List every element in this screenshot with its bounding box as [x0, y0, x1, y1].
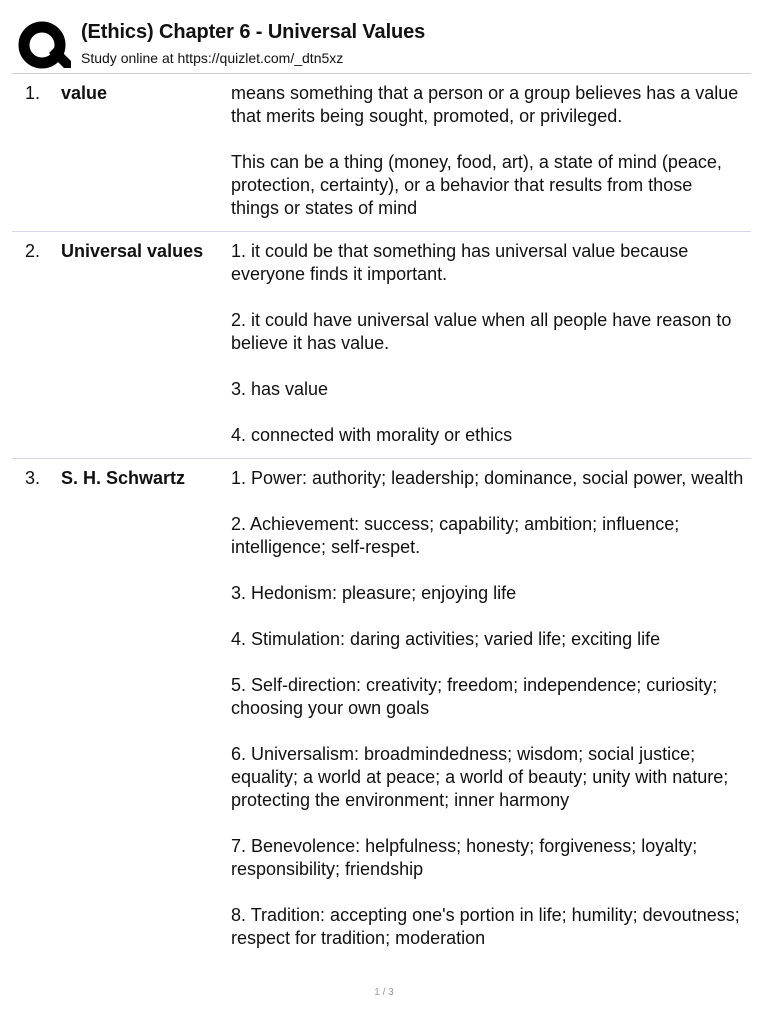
definition-paragraph: 4. Stimulation: daring activities; varied life; exciting life: [231, 629, 661, 649]
term-number: 1.: [25, 83, 41, 103]
term-title: value: [61, 83, 108, 103]
definition-paragraph: 5. Self-direction: creativity; freedom; independence; curiosity; choosing your own goals: [231, 675, 718, 718]
term-definition: [231, 467, 751, 950]
term-number: 2.: [25, 241, 41, 261]
definition-paragraph: means something that a person or a group believes has a value that merits being sought, promoted, or privileged.: [231, 83, 739, 126]
page-header: [18, 18, 758, 68]
term-row: [12, 459, 751, 961]
definition-paragraph: 7. Benevolence: helpfulness; honesty; forgiveness; loyalty; responsibility; friendship: [231, 836, 698, 879]
page-indicator: 1 / 3: [374, 987, 394, 998]
study-online-link[interactable]: Study online at https://quizlet.com/_dtn5xz: [81, 50, 344, 66]
definition-paragraph: 8. Tradition: accepting one's portion in life; humility; devoutness; respect for tradition; moderation: [231, 905, 740, 948]
definition-paragraph: 3. Hedonism: pleasure; enjoying life: [231, 583, 517, 603]
term-definition: [231, 240, 751, 447]
term-title: S. H. Schwartz: [61, 468, 186, 488]
definition-paragraph: This can be a thing (money, food, art), a state of mind (peace, protection, certainty), or a behavior that results from those things or states of mind: [231, 152, 722, 218]
definition-paragraph: 4. connected with morality or ethics: [231, 425, 513, 445]
definition-paragraph: 3. has value: [231, 379, 329, 399]
definition-paragraph: 1. Power: authority; leadership; dominance, social power, wealth: [231, 468, 744, 488]
definition-paragraph: 6. Universalism: broadmindedness; wisdom; social justice; equality; a world at peace; a world of beauty; unity with nature; protecting the environment; inner harmony: [231, 744, 729, 810]
definition-paragraph: 1. it could be that something has universal value because everyone finds it important.: [231, 241, 689, 284]
term-title: Universal values: [61, 241, 204, 261]
term-list: [12, 74, 751, 961]
quizlet-logo-icon: [18, 20, 72, 74]
term-number: 3.: [25, 468, 41, 488]
document-title: (Ethics) Chapter 6 - Universal Values: [81, 21, 426, 43]
definition-paragraph: 2. it could have universal value when all people have reason to believe it has value.: [231, 310, 732, 353]
definition-paragraph: 2. Achievement: success; capability; ambition; influence; intelligence; self-respet.: [231, 514, 680, 557]
term-definition: [231, 82, 751, 220]
term-row: [12, 232, 751, 459]
term-row: [12, 74, 751, 232]
